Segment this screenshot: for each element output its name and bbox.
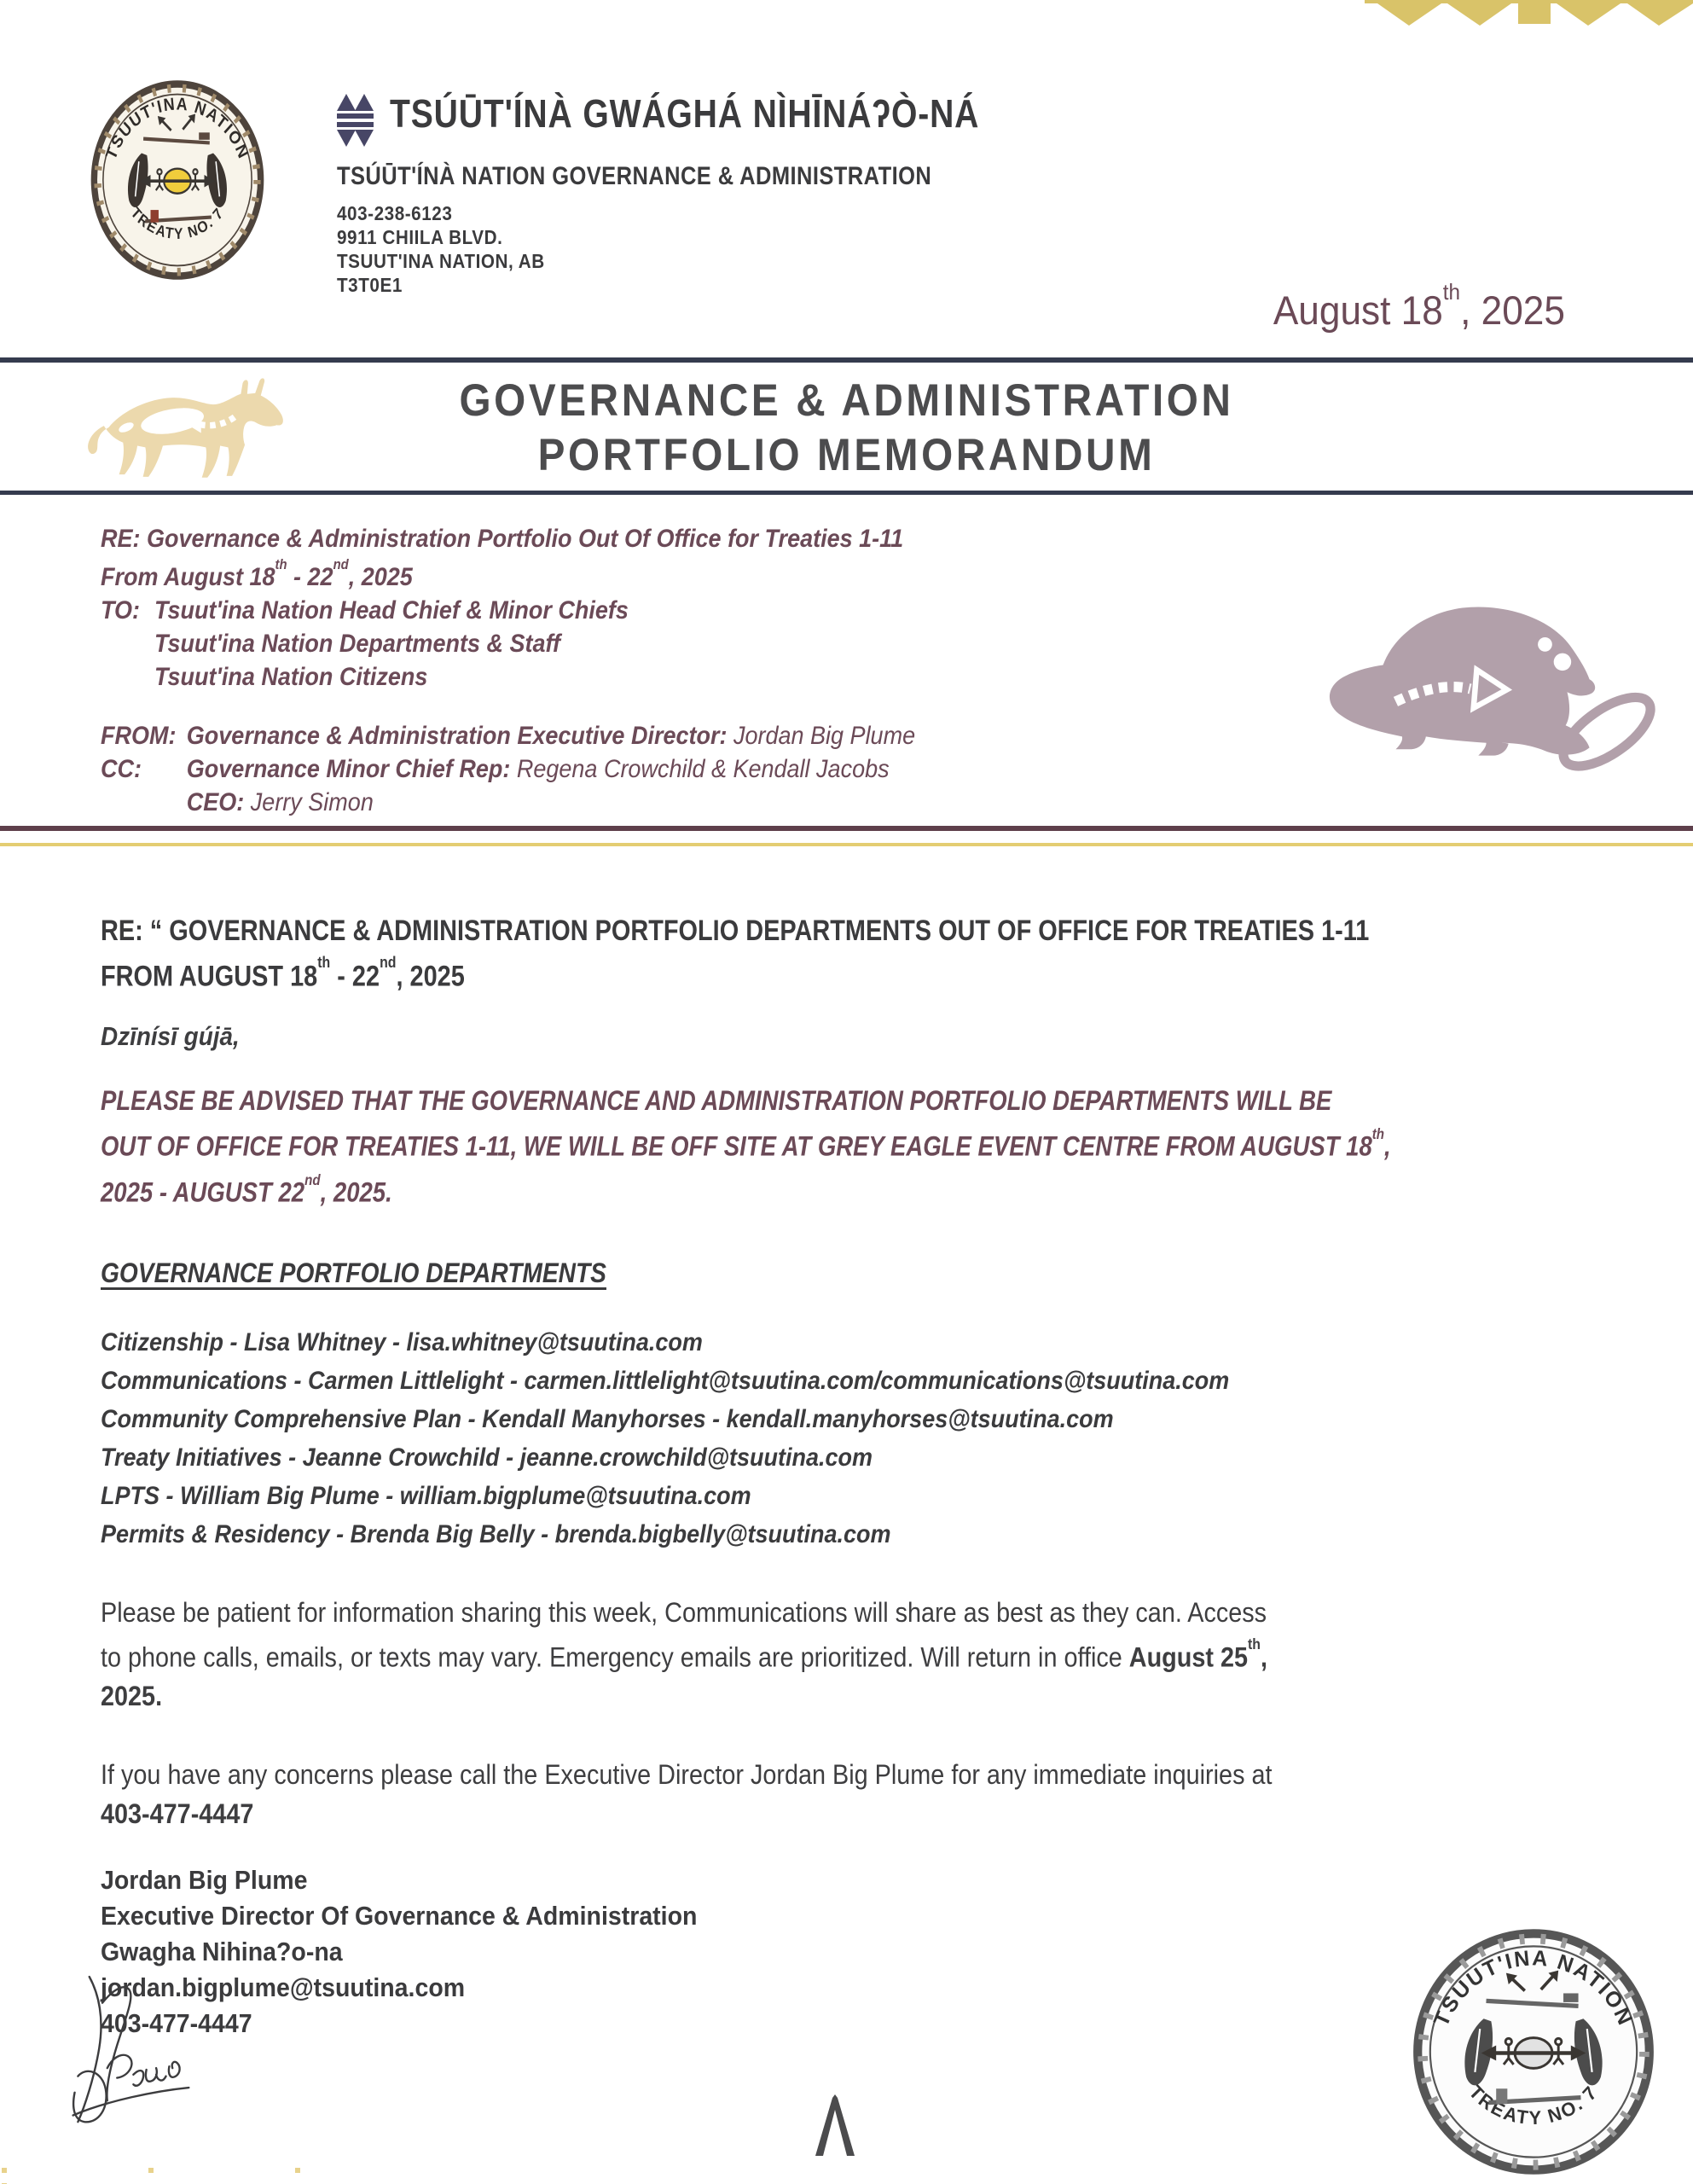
patience-paragraph: Please be patient for information sharing this week, Communications will share as best as they can. Access to phone calls, emails, or texts may vary. Emergency emails are prioritized. Will return in office August 25th, 2025. — [101, 1596, 1267, 1712]
department-item: Communications - Carmen Littlelight - carmen.littlelight@tsuutina.com/communications@tsuutina.com — [101, 1366, 1230, 1395]
banner-line-1: GOVERNANCE & ADMINISTRATION — [459, 375, 1234, 426]
org-name-english: TSÚŪT'ÍNÀ NATION GOVERNANCE & ADMINISTRATION — [337, 162, 932, 190]
memo-banner-title — [0, 374, 1693, 483]
tsuutina-nation-seal-logo — [88, 77, 267, 283]
department-item: Community Comprehensive Plan - Kendall Manyhorses - kendall.manyhorses@tsuutina.com — [101, 1404, 1114, 1433]
re-subject-line: RE: Governance & Administration Portfolio Out Of Office for Treaties 1-11 — [101, 525, 904, 553]
to-recipients-3: Tsuut'ina Nation Citizens — [154, 663, 428, 691]
body-subject-heading: RE: “ GOVERNANCE & ADMINISTRATION PORTFOLIO DEPARTMENTS OUT OF OFFICE FOR TREATIES 1-11 FROM AUGUST 18th - 22nd, 2025 — [101, 915, 1370, 993]
signer-name: Jordan Big Plume — [101, 1865, 308, 1896]
chevron-mark-icon — [812, 2094, 858, 2158]
cc-field: CC: Governance Minor Chief Rep: Regena Crowchild & Kendall Jacobs — [101, 755, 890, 783]
greeting: Dzīnísī gújā, — [101, 1021, 240, 1052]
letterhead — [337, 90, 1083, 297]
footer-dots — [2, 2162, 479, 2184]
org-address-street: 9911 CHIILA BLVD. — [337, 226, 503, 248]
tipi-icon — [337, 94, 380, 147]
department-item: LPTS - William Big Plume - william.bigplume@tsuutina.com — [101, 1481, 751, 1510]
departments-heading: GOVERNANCE PORTFOLIO DEPARTMENTS — [101, 1257, 606, 1288]
department-item: Treaty Initiatives - Jeanne Crowchild - jeanne.crowchild@tsuutina.com — [101, 1443, 873, 1472]
memo-body — [101, 911, 1602, 2042]
org-postal-code: T3T0E1 — [337, 274, 403, 296]
beaver-icon — [1298, 568, 1665, 775]
concerns-paragraph: If you have any concerns please call the Executive Director Jordan Big Plume for any immediate inquiries at 403-477-4447 — [101, 1755, 1602, 1833]
signer-email: jordan.bigplume@tsuutina.com — [101, 1972, 466, 2003]
to-recipients-2: Tsuut'ina Nation Departments & Staff — [154, 630, 560, 658]
gold-zigzag-decoration — [1365, 0, 1693, 26]
signer-phone: 403-477-4447 — [101, 2008, 252, 2039]
departments-list — [101, 1323, 1602, 1554]
memo-date: August 18th, 2025 — [1273, 280, 1565, 333]
signer-title: Executive Director Of Governance & Administration — [101, 1901, 698, 1931]
from-field: FROM: Governance & Administration Executive Director: Jordan Big Plume — [101, 722, 916, 750]
contact-phone: 403-477-4447 — [101, 1798, 254, 1830]
divider-navy-bottom — [0, 491, 1693, 495]
signature-block — [101, 1862, 1602, 2042]
banner-line-2: PORTFOLIO MEMORANDUM — [537, 430, 1156, 480]
department-item: Citizenship - Lisa Whitney - lisa.whitney@tsuutina.com — [101, 1327, 703, 1356]
re-date-range: From August 18th - 22nd, 2025 — [101, 557, 413, 591]
signer-native-title: Gwagha Nihina?o-na — [101, 1937, 343, 1967]
org-phone: 403-238-6123 — [337, 202, 453, 224]
memo-header-fields — [101, 522, 1006, 819]
divider-navy-top — [0, 357, 1693, 363]
to-recipients: TO: Tsuut'ina Nation Head Chief & Minor Chiefs — [101, 596, 629, 624]
department-item: Permits & Residency - Brenda Big Belly - brenda.bigbelly@tsuutina.com — [101, 1519, 891, 1548]
advisory-paragraph: PLEASE BE ADVISED THAT THE GOVERNANCE AND ADMINISTRATION PORTFOLIO DEPARTMENTS WILL BE OUT OF OFFICE FOR TREATIES 1-11, WE WILL BE OFF SITE AT GREY EAGLE EVENT CENTRE FROM AUGUST 18th, 2025 - AUGUST 22nd, 2025. — [101, 1085, 1391, 1208]
org-name-native: TSÚŪT'ÍNÀ GWÁGHÁ NÌHĪNÁʔÒ-NÁ — [390, 91, 980, 136]
ceo-field: CEO: Jerry Simon — [186, 788, 374, 816]
divider-plum — [0, 826, 1693, 831]
tsuutina-nation-seal-stamp — [1409, 1925, 1658, 2179]
handwritten-signature — [67, 1967, 213, 2136]
org-address-city: TSUUT'INA NATION, AB — [337, 250, 545, 272]
divider-gold — [0, 843, 1693, 846]
